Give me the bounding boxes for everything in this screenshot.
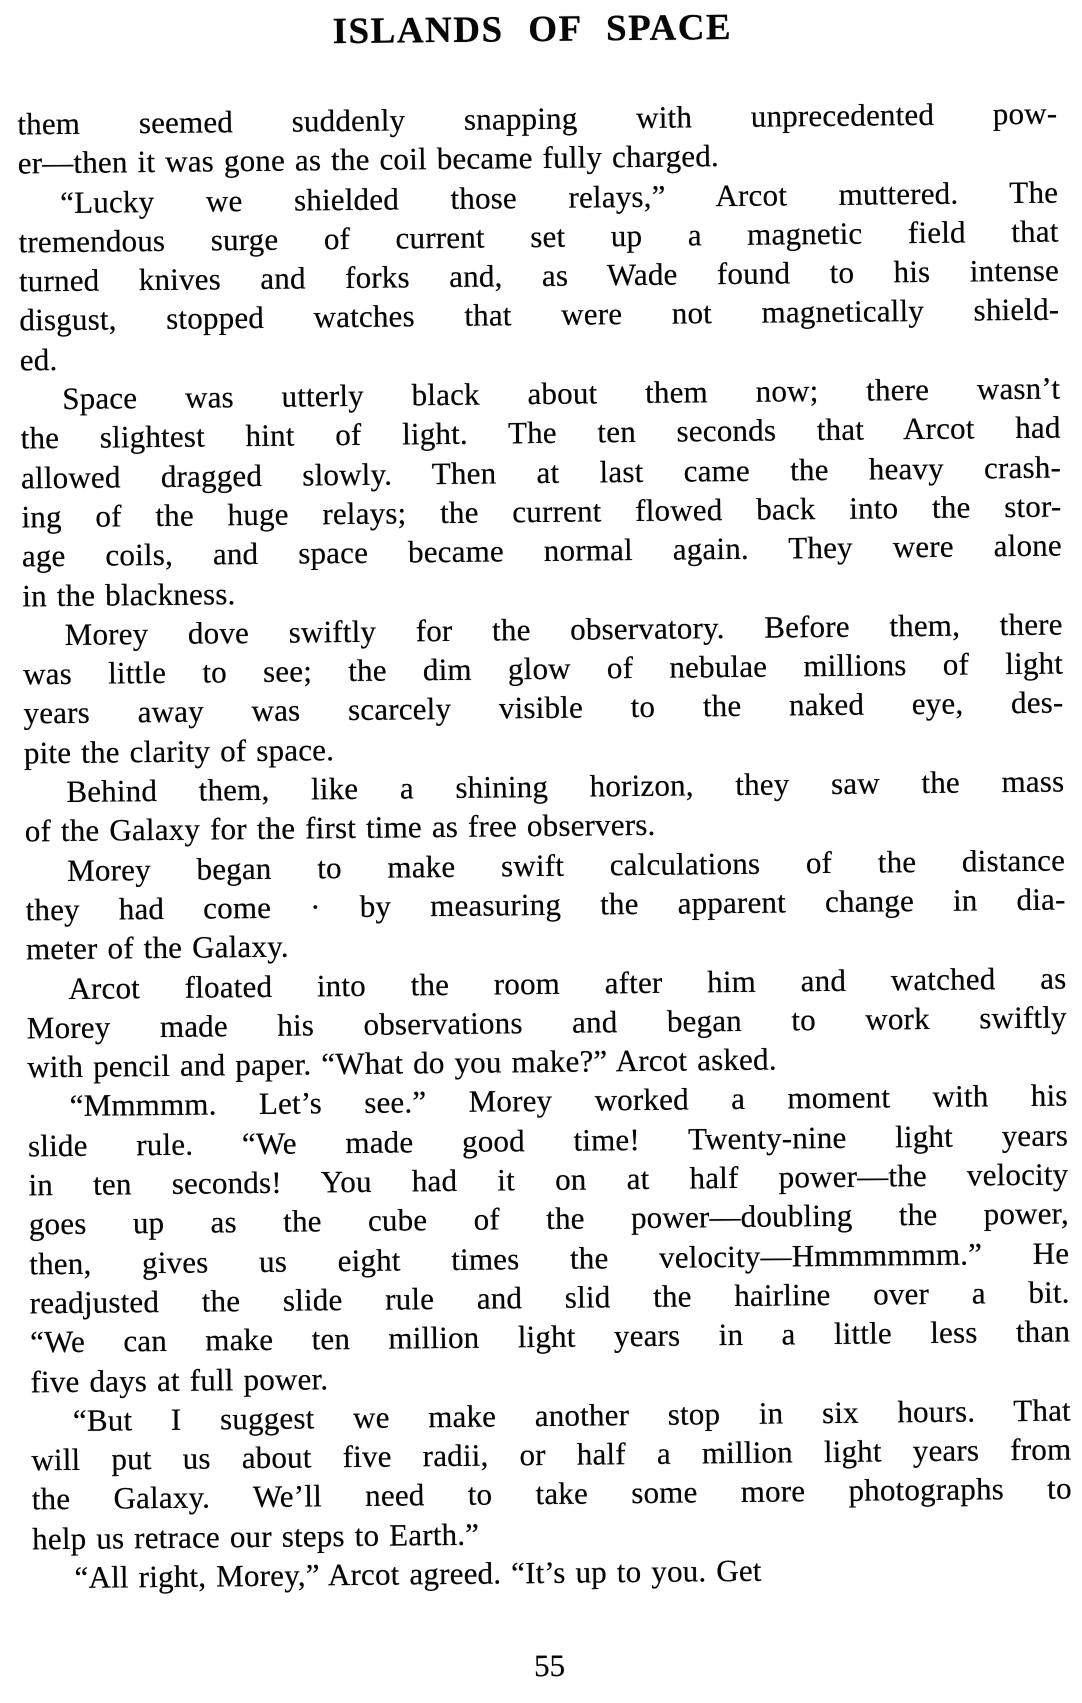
text-line: in ten seconds! You had it on at half power—the velocity (28, 1156, 1069, 1203)
text-line: ing of the huge relays; the current flowed back into the stor- (21, 488, 1062, 535)
text-line: disgust, stopped watches that were not magnetically shield- (19, 292, 1060, 338)
text-line: with pencil and paper. “What do you make?” Arcot asked. (27, 1041, 777, 1085)
text-line: in the blackness. (22, 575, 236, 613)
text-line: meter of the Galaxy. (25, 928, 289, 967)
text-line: “But I suggest we make another stop in six hours. That (72, 1392, 1072, 1438)
text-line: Morey began to make swift calculations of the distance (66, 842, 1066, 888)
running-head: ISLANDS OF SPACE (332, 6, 733, 53)
text-line: they had come · by measuring the apparent change in dia- (25, 881, 1066, 928)
text-line: “All right, Morey,” Arcot agreed. “It’s up to you. Get (74, 1552, 762, 1595)
text-line: goes up as the cube of the power—doubling the power, (28, 1195, 1070, 1242)
text-line: allowed dragged slowly. Then at last came the heavy crash- (20, 449, 1062, 496)
text-line: ed. (19, 341, 58, 378)
text-line: er—then it was gone as the coil became fully charged. (17, 138, 720, 181)
text-line: tremendous surge of current set up a magnetic field that (18, 213, 1059, 260)
text-line: of the Galaxy for the first time as free observers. (24, 807, 656, 849)
text-line: the Galaxy. We’ll need to take some more photographs to (31, 1470, 1072, 1517)
page-number: 55 (533, 1647, 566, 1684)
text-line: “We can make ten million light years in a little less than (29, 1313, 1071, 1360)
text-line: slide rule. “We made good time! Twenty-nine light years (27, 1117, 1069, 1164)
text-line: will put us about five radii, or half a million light years from (31, 1431, 1072, 1478)
text-line: Morey made his observations and began to work swiftly (26, 999, 1067, 1046)
body-text-block (17, 94, 1073, 1598)
text-line: “Mmmmm. Let’s see.” Morey worked a moment with his (69, 1077, 1068, 1124)
text-line: Morey dove swiftly for the observatory. Before them, there (64, 606, 1063, 652)
text-line: Behind them, like a shining horizon, they saw the mass (66, 763, 1065, 810)
text-line: Arcot floated into the room after him and watched as (68, 960, 1067, 1006)
text-line: five days at full power. (30, 1360, 329, 1399)
text-line: age coils, and space became normal again. They were alone (21, 527, 1063, 574)
text-line: then, gives us eight times the velocity—Hmmmmmm.” He (29, 1235, 1070, 1281)
text-line: them seemed suddenly snapping with unprecedented pow- (17, 95, 1058, 142)
text-line: “Lucky we shielded those relays,” Arcot muttered. The (59, 174, 1059, 220)
text-line: Space was utterly black about them now; there wasn’t (62, 370, 1061, 417)
text-line: the slightest hint of light. The ten seconds that Arcot had (20, 409, 1061, 456)
text-line: turned knives and forks and, as Wade found to his intense (18, 252, 1060, 299)
text-line: was little to see; the dim glow of nebulae millions of light (22, 645, 1064, 692)
text-line: readjusted the slide rule and slid the hairline over a bit. (29, 1274, 1070, 1321)
text-line: years away was scarcely visible to the naked eye, des- (23, 684, 1064, 731)
text-line: pite the clarity of space. (23, 731, 335, 771)
text-line: help us retrace our steps to Earth.” (31, 1516, 480, 1557)
